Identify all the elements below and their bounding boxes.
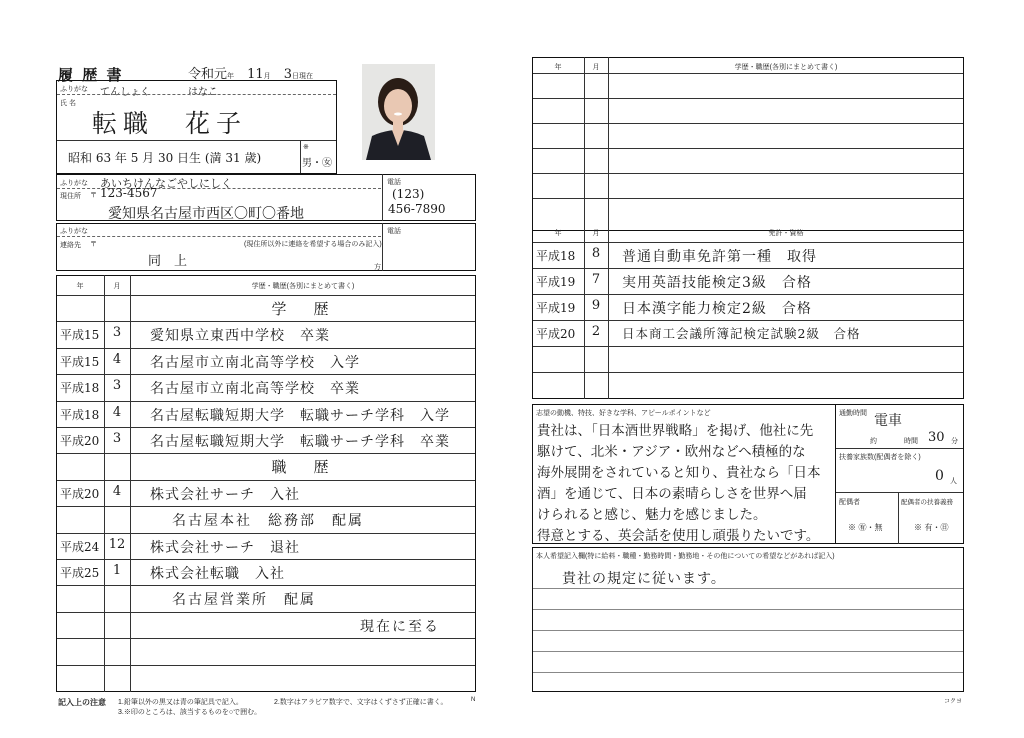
history-month: 3 xyxy=(112,325,122,341)
motivation-line[interactable]: けられると感じ、魅力を感じました。 xyxy=(537,507,767,523)
history-right-row xyxy=(533,73,963,74)
requests-value[interactable]: 貴社の規定に従います。 xyxy=(562,571,726,587)
license-entry[interactable]: 実用英語技能検定3級 合格 xyxy=(622,275,812,291)
history-year: 平成24 xyxy=(60,539,100,554)
history-right-row xyxy=(533,173,963,174)
motivation-line[interactable]: 海外展開をされていると知り、貴社なら「日本 xyxy=(537,465,821,481)
commute-method[interactable]: 電車 xyxy=(874,413,902,429)
address-furigana: あいちけんなごやしにしく xyxy=(100,177,232,190)
note-2: 2.数字はアラビア数字で、文字はくずさず正確に書く。 xyxy=(274,699,448,706)
license-month: 9 xyxy=(591,298,601,313)
name-furigana-first: はなこ xyxy=(188,87,218,98)
license-year: 平成19 xyxy=(536,275,576,289)
history-month: 1 xyxy=(112,563,122,578)
history-month: 4 xyxy=(112,404,122,420)
date-month: 11 xyxy=(247,67,264,82)
note-1: 1.鉛筆以外の黒又は青の筆記具で記入。 xyxy=(118,699,243,706)
photo-face xyxy=(384,89,412,123)
birth-date[interactable]: 昭和 63 年 5 月 30 日生 (満 31 歳) xyxy=(68,151,262,165)
postal-code[interactable]: 123-4567 xyxy=(100,186,158,200)
history-month: 3 xyxy=(112,378,122,394)
history-table-right xyxy=(532,57,964,231)
address-line[interactable]: 愛知県名古屋市西区〇町〇番地 xyxy=(108,206,304,222)
date-era: 令和元 xyxy=(188,67,228,82)
document-title: 履 歴 書 xyxy=(58,66,124,84)
history-year: 平成18 xyxy=(60,381,100,396)
history-entry[interactable]: 株式会社サーチ 退社 xyxy=(150,539,300,556)
motivation-label: 志望の動機、特技、好きな学科、アピールポイントなど xyxy=(536,410,711,417)
request-row-line xyxy=(533,609,963,610)
phone-number[interactable]: 456-7890 xyxy=(388,202,446,216)
form-mark: N xyxy=(471,697,476,703)
brand-mark: コクヨ xyxy=(944,699,963,705)
history-month: 3 xyxy=(112,431,122,446)
history-entry[interactable]: 学 歴 xyxy=(271,300,335,318)
license-entry[interactable]: 日本漢字能力検定2級 合格 xyxy=(622,301,812,317)
history-entry[interactable]: 株式会社サーチ 入社 xyxy=(150,486,300,503)
phone-area[interactable]: (123) xyxy=(392,187,425,201)
history-entry[interactable]: 名古屋市立南北高等学校 卒業 xyxy=(150,381,360,398)
license-month: 8 xyxy=(591,246,601,261)
document-date: 令和元年 11月 3日現在 xyxy=(188,67,314,82)
history-year: 平成20 xyxy=(60,486,100,501)
request-row-line xyxy=(533,651,963,652)
photo-mouth xyxy=(394,113,402,116)
history-right-row xyxy=(533,98,963,99)
history-entry[interactable]: 名古屋営業所 配属 xyxy=(172,592,316,609)
history-entry[interactable]: 現在に至る xyxy=(360,618,440,635)
requests-label: 本人希望記入欄(特に給料・職種・勤務時間・勤務地・その他についての希望などがあれば記入) xyxy=(536,553,835,560)
date-day: 3 xyxy=(283,67,293,82)
license-year: 平成20 xyxy=(536,327,576,341)
history-right-row xyxy=(533,123,963,124)
history-year: 平成18 xyxy=(60,407,100,422)
licenses-header: 免許・資格 xyxy=(768,230,804,237)
request-row-line xyxy=(533,630,963,631)
history-entry[interactable]: 株式会社転職 入社 xyxy=(150,566,285,582)
license-month: 2 xyxy=(591,324,601,339)
motivation-line[interactable]: 得意とする、英会話を使用し頑張りたいです。 xyxy=(537,528,820,544)
history-entry[interactable]: 名古屋転職短期大学 転職サーチ学科 入学 xyxy=(150,407,450,424)
license-year: 平成19 xyxy=(536,301,576,315)
history-year: 平成15 xyxy=(60,328,100,343)
dependents-count[interactable]: 0 xyxy=(935,468,944,484)
license-entry[interactable]: 普通自動車免許第一種 取得 xyxy=(622,249,817,265)
history-right-row xyxy=(533,148,963,149)
commute-minutes[interactable]: 30 xyxy=(928,430,945,445)
license-year: 平成18 xyxy=(536,249,576,263)
history-year: 平成25 xyxy=(60,566,100,580)
spouse-select[interactable]: ※ ㊒・無 xyxy=(848,523,883,532)
gender-select[interactable]: 男・㊛ xyxy=(302,158,332,169)
motivation-line[interactable]: 酒」を通じて、日本の素晴らしさを世界へ届 xyxy=(537,486,807,502)
request-row-line xyxy=(533,672,963,673)
license-month: 7 xyxy=(591,272,601,287)
history-entry[interactable]: 愛知県立東西中学校 卒業 xyxy=(150,328,330,345)
applicant-photo xyxy=(362,64,435,160)
history-right-row xyxy=(533,198,963,199)
contact-address[interactable]: 同 上 xyxy=(148,254,188,269)
motivation-line[interactable]: 駆けて、北米・アジア・欧州などへ積極的な xyxy=(537,444,806,460)
history-entry[interactable]: 名古屋市立南北高等学校 入学 xyxy=(150,354,360,371)
history-entry[interactable]: 名古屋転職短期大学 転職サーチ学科 卒業 xyxy=(150,434,450,450)
note-3: 3.※印のところは、該当するものを○で囲む。 xyxy=(118,709,262,716)
request-row-line xyxy=(533,588,963,589)
history-right-header: 学歴・職歴(各別にまとめて書く) xyxy=(734,64,838,71)
history-month: 12 xyxy=(108,536,126,552)
applicant-name[interactable]: 転職 花子 xyxy=(92,109,248,138)
history-month: 4 xyxy=(112,351,122,367)
history-year: 平成15 xyxy=(60,354,100,369)
photo-neck xyxy=(393,120,403,130)
name-furigana-last: てんしょく xyxy=(100,87,150,98)
history-year: 平成20 xyxy=(60,434,100,448)
history-entry[interactable]: 職 歴 xyxy=(271,458,335,477)
motivation-line[interactable]: 貴社は、「日本酒世界戦略」を掲げ、他社に先 xyxy=(537,423,814,439)
notes-label: 記入上の注意 xyxy=(58,698,106,707)
license-entry[interactable]: 日本商工会議所簿記検定試験2級 合格 xyxy=(622,326,861,341)
spouse-duty-select[interactable]: ※ 有・㊐ xyxy=(914,523,949,532)
history-month: 4 xyxy=(112,483,122,499)
history-left-header: 学歴・職歴(各別にまとめて書く) xyxy=(251,283,355,290)
history-entry[interactable]: 名古屋本社 総務部 配属 xyxy=(172,513,364,530)
